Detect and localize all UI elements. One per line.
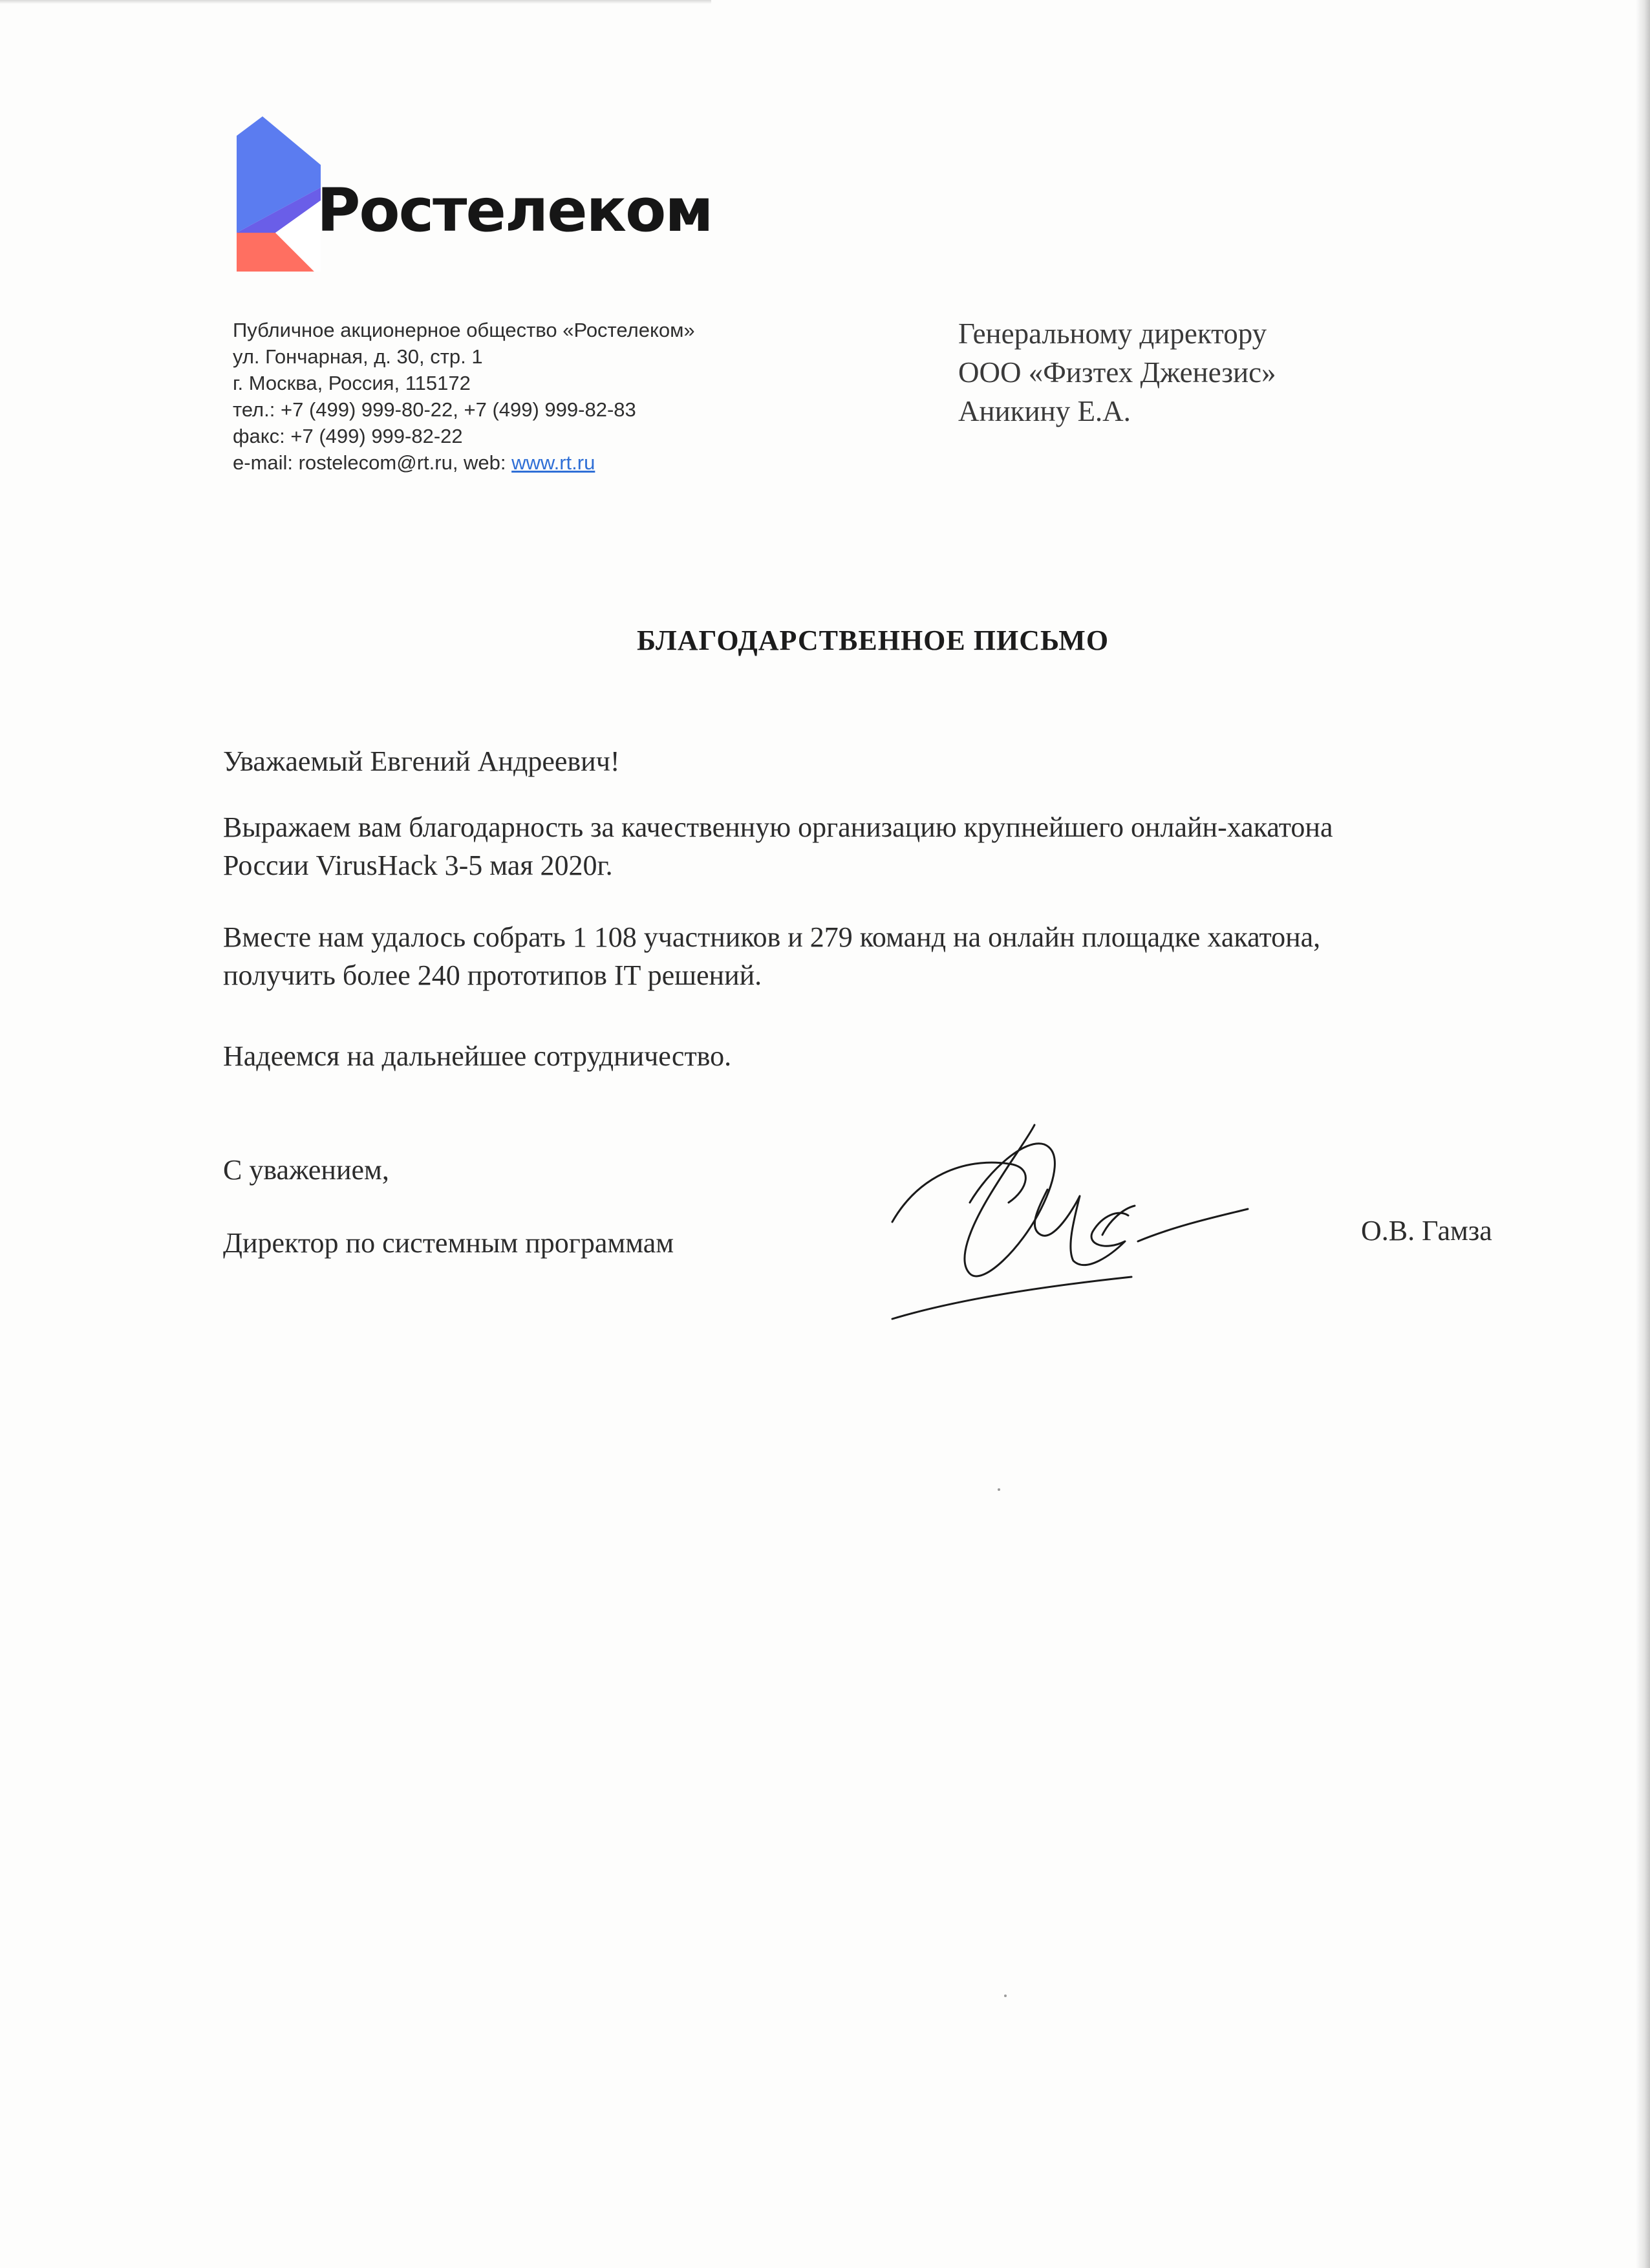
- rostelecom-logo: [233, 116, 712, 272]
- letter-paragraph-2: [223, 918, 1320, 994]
- scan-shadow-top: [0, 0, 711, 4]
- sender-city: г. Москва, Россия, 115172: [233, 372, 471, 394]
- paragraph-1-line-1: Выражаем вам благодарность за качественную организацию крупнейшего онлайн-хакатона: [223, 811, 1333, 843]
- scan-speck: [1004, 1995, 1007, 1997]
- letter-paragraph-1: [223, 808, 1333, 884]
- sender-web-link[interactable]: www.rt.ru: [511, 451, 595, 474]
- recipient-name: Аникину Е.А.: [958, 395, 1131, 427]
- recipient-position: Генеральному директору: [958, 317, 1267, 350]
- scan-speck: [998, 1488, 1000, 1491]
- recipient-company: ООО «Физтех Дженезис»: [958, 356, 1276, 389]
- sender-street: ул. Гончарная, д. 30, стр. 1: [233, 345, 483, 368]
- rostelecom-logo-mark-icon: [237, 116, 321, 272]
- paragraph-2-line-1: Вместе нам удалось собрать 1 108 участников и 279 команд на онлайн площадке хакатона,: [223, 921, 1321, 953]
- sender-contacts: [233, 449, 695, 476]
- handwritten-signature: [879, 1112, 1267, 1332]
- signature-stroke-3: [1034, 1190, 1128, 1265]
- signature-stroke-5: [1138, 1209, 1248, 1241]
- sender-fax: факс: +7 (499) 999-82-22: [233, 425, 463, 447]
- signature-stroke-6: [1102, 1206, 1135, 1235]
- logo-wordmark: Ростелеком: [317, 176, 712, 245]
- recipient-block: [958, 314, 1276, 431]
- letter-regards: С уважением,: [223, 1154, 389, 1186]
- signature-stroke-4: [892, 1277, 1131, 1319]
- paragraph-1-line-2: России VirusHack 3-5 мая 2020г.: [223, 850, 613, 881]
- scan-shadow-right: [1636, 0, 1650, 2268]
- letter-title: БЛАГОДАРСТВЕННОЕ ПИСЬМО: [636, 625, 1109, 656]
- paragraph-2-line-2: получить более 240 прототипов IT решений.: [223, 959, 762, 991]
- sender-phone: тел.: +7 (499) 999-80-22, +7 (499) 999-82-83: [233, 398, 636, 421]
- signer-position: Директор по системным программам: [223, 1227, 674, 1259]
- sender-company: Публичное акционерное общество «Ростелеком»: [233, 319, 695, 341]
- sender-block: [233, 317, 695, 476]
- letter-salutation: Уважаемый Евгений Андреевич!: [223, 745, 620, 777]
- sender-email: e-mail: rostelecom@rt.ru, web:: [233, 451, 512, 474]
- letter-paragraph-3: Надеемся на дальнейшее сотрудничество.: [223, 1040, 732, 1072]
- signer-name: О.В. Гамза: [1361, 1215, 1492, 1246]
